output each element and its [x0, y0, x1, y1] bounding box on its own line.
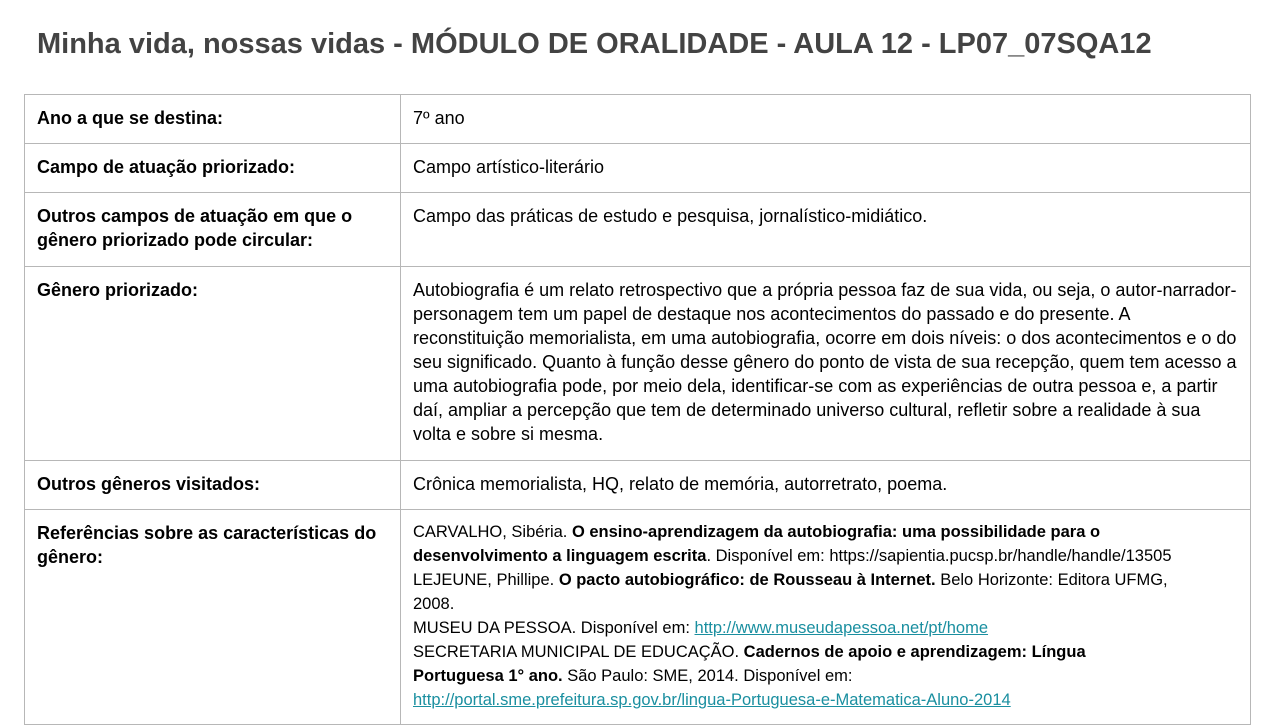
row-value: Campo artístico-literário — [401, 144, 1251, 193]
title-module-name: Minha vida, nossas vidas - — [37, 28, 411, 60]
row-label: Campo de atuação priorizado: — [25, 144, 401, 193]
row-label: Gênero priorizado: — [25, 267, 401, 461]
row-value: Crônica memorialista, HQ, relato de memória, autorretrato, poema. — [401, 461, 1251, 510]
page-title — [37, 24, 1152, 64]
reference-sme-line2: Portuguesa 1° ano. São Paulo: SME, 2014. Disponível em: — [413, 667, 853, 685]
row-label: Referências sobre as características do gênero: — [25, 510, 401, 725]
title-lesson-code: MÓDULO DE ORALIDADE - AULA 12 - LP07_07SQA12 — [410, 28, 1152, 60]
row-value: Autobiografia é um relato retrospectivo que a própria pessoa faz de sua vida, ou seja, o autor-narrador-personagem tem um papel de destaque nos acontecimentos do passado e do presente. A reconstituição memorialista, em uma autobiografia, ocorre em dois níveis: o dos acontecimentos e o do seu significado. Quanto à função desse gênero do ponto de vista de sua recepção, quem tem acesso a uma autobiografia pode, por meio dela, identificar-se com as experiências de outra pessoa e, a partir daí, ampliar a percepção que tem de determinado universo cultural, refletir sobre a realidade à sua volta e sobre si mesma. — [401, 267, 1251, 461]
table-row — [25, 95, 1251, 144]
row-value: 7º ano — [401, 95, 1251, 144]
row-label: Outros gêneros visitados: — [25, 461, 401, 510]
row-label: Outros campos de atuação em que o gênero priorizado pode circular: — [25, 193, 401, 267]
lesson-info-table — [24, 94, 1251, 725]
museu-link[interactable]: http://www.museudapessoa.net/pt/home — [694, 619, 989, 637]
table-row — [25, 144, 1251, 193]
reference-carvalho-line1: CARVALHO, Sibéria. O ensino-aprendizagem da autobiografia: uma possibilidade para o — [413, 523, 1101, 541]
sme-portal-link[interactable]: http://portal.sme.prefeitura.sp.gov.br/lingua-Portuguesa-e-Matematica-Aluno-2014 — [413, 691, 1011, 709]
reference-sme-line3 — [413, 688, 1238, 712]
table-row — [25, 461, 1251, 510]
reference-museu: MUSEU DA PESSOA. Disponível em: http://www.museudapessoa.net/pt/home — [413, 619, 989, 637]
reference-carvalho-line2: desenvolvimento a linguagem escrita. Disponível em: https://sapientia.pucsp.br/handle/handle/13505 — [413, 547, 1172, 565]
reference-lejeune-line2: 2008. — [413, 595, 455, 613]
row-label: Ano a que se destina: — [25, 95, 401, 144]
table-row — [25, 510, 1251, 725]
table-row — [25, 267, 1251, 461]
table-row — [25, 193, 1251, 267]
reference-sme-line1: SECRETARIA MUNICIPAL DE EDUCAÇÃO. Cadernos de apoio e aprendizagem: Língua — [413, 643, 1086, 661]
reference-lejeune-line1: LEJEUNE, Phillipe. O pacto autobiográfico: de Rousseau à Internet. Belo Horizonte: Editora UFMG, — [413, 571, 1168, 589]
references-cell — [401, 510, 1251, 725]
row-value: Campo das práticas de estudo e pesquisa, jornalístico-midiático. — [401, 193, 1251, 267]
